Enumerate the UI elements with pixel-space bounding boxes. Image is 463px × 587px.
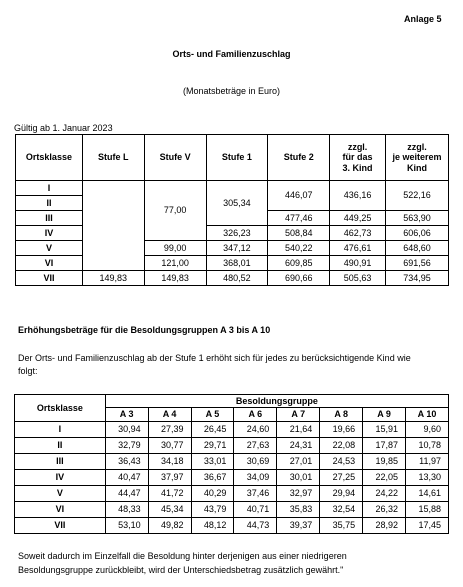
- col-header-stufe-v: Stufe V: [144, 135, 206, 181]
- col-header-ortsklasse: Ortsklasse: [15, 395, 106, 422]
- table-row: III 477,46 449,25 563,90: [16, 211, 449, 226]
- table-row: VI 48,33 45,34 43,79 40,71 35,83 32,54 26,32 15,88: [15, 502, 449, 518]
- col-header-ortsklasse: Ortsklasse: [16, 135, 83, 181]
- table-row: III 36,43 34,18 33,01 30,69 27,01 24,53 19,85 11,97: [15, 454, 449, 470]
- annex-label: Anlage 5: [404, 14, 442, 24]
- footer-note: Soweit dadurch im Einzelfall die Besoldung hinter derjenigen aus einer niedrigeren Besoldungsgruppe zurückbleibt, wird der Unterschiedsbetrag zusätzlich gewährt.": [18, 551, 347, 575]
- table-row: IV 326,23 508,84 462,73 606,06: [16, 226, 449, 241]
- valid-from: Gültig ab 1. Januar 2023: [14, 123, 113, 133]
- col-header-stufe-l: Stufe L: [82, 135, 144, 181]
- table1-header-row: [16, 135, 449, 181]
- col-header-drittes-kind: zzgl. für das 3. Kind: [330, 135, 386, 181]
- table-row: IV 40,47 37,97 36,67 34,09 30,01 27,25 22,05 13,30: [15, 470, 449, 486]
- col-header-weiteres-kind: zzgl. je weiterem Kind: [385, 135, 448, 181]
- table-row: V 99,00 347,12 540,22 476,61 648,60: [16, 241, 449, 256]
- table-row: VII 149,83 149,83 480,52 690,66 505,63 734,95: [16, 271, 449, 286]
- intro-paragraph: Der Orts- und Familienzuschlag ab der Stufe 1 erhöht sich für jedes zu berücksichtigende Kind wie folgt:: [18, 353, 411, 376]
- col-header-besoldungsgruppe: Besoldungsgruppe: [105, 395, 448, 408]
- table-row: II: [16, 196, 449, 211]
- table-row: II 32,79 30,77 29,71 27,63 24,31 22,08 17,87 10,78: [15, 438, 449, 454]
- document-title: Orts- und Familienzuschlag: [172, 49, 291, 59]
- table-row: VI 121,00 368,01 609,85 490,91 691,56: [16, 256, 449, 271]
- subtitle: (Monatsbeträge in Euro): [182, 86, 281, 96]
- col-header-stufe-1: Stufe 1: [206, 135, 268, 181]
- ortszuschlag-table: [15, 134, 449, 286]
- table-row: VII 53,10 49,82 48,12 44,73 39,37 35,75 28,92 17,45: [15, 518, 449, 534]
- table-row: I 30,94 27,39 26,45 24,60 21,64 19,66 15,91 9,60: [15, 422, 449, 438]
- section-heading: Erhöhungsbeträge für die Besoldungsgruppen A 3 bis A 10: [18, 325, 271, 335]
- table2-header-row: [15, 395, 449, 408]
- table-row: V 44,47 41,72 40,29 37,46 32,97 29,94 24,22 14,61: [15, 486, 449, 502]
- col-header-stufe-2: Stufe 2: [268, 135, 330, 181]
- table2-subheader-row: A 3 A 4 A 5 A 6 A 7 A 8 A 9 A 10: [15, 408, 449, 422]
- table-row: I 77,00 305,34 446,07 436,16 522,16: [16, 181, 449, 196]
- erhoehungsbetraege-table: [14, 394, 449, 534]
